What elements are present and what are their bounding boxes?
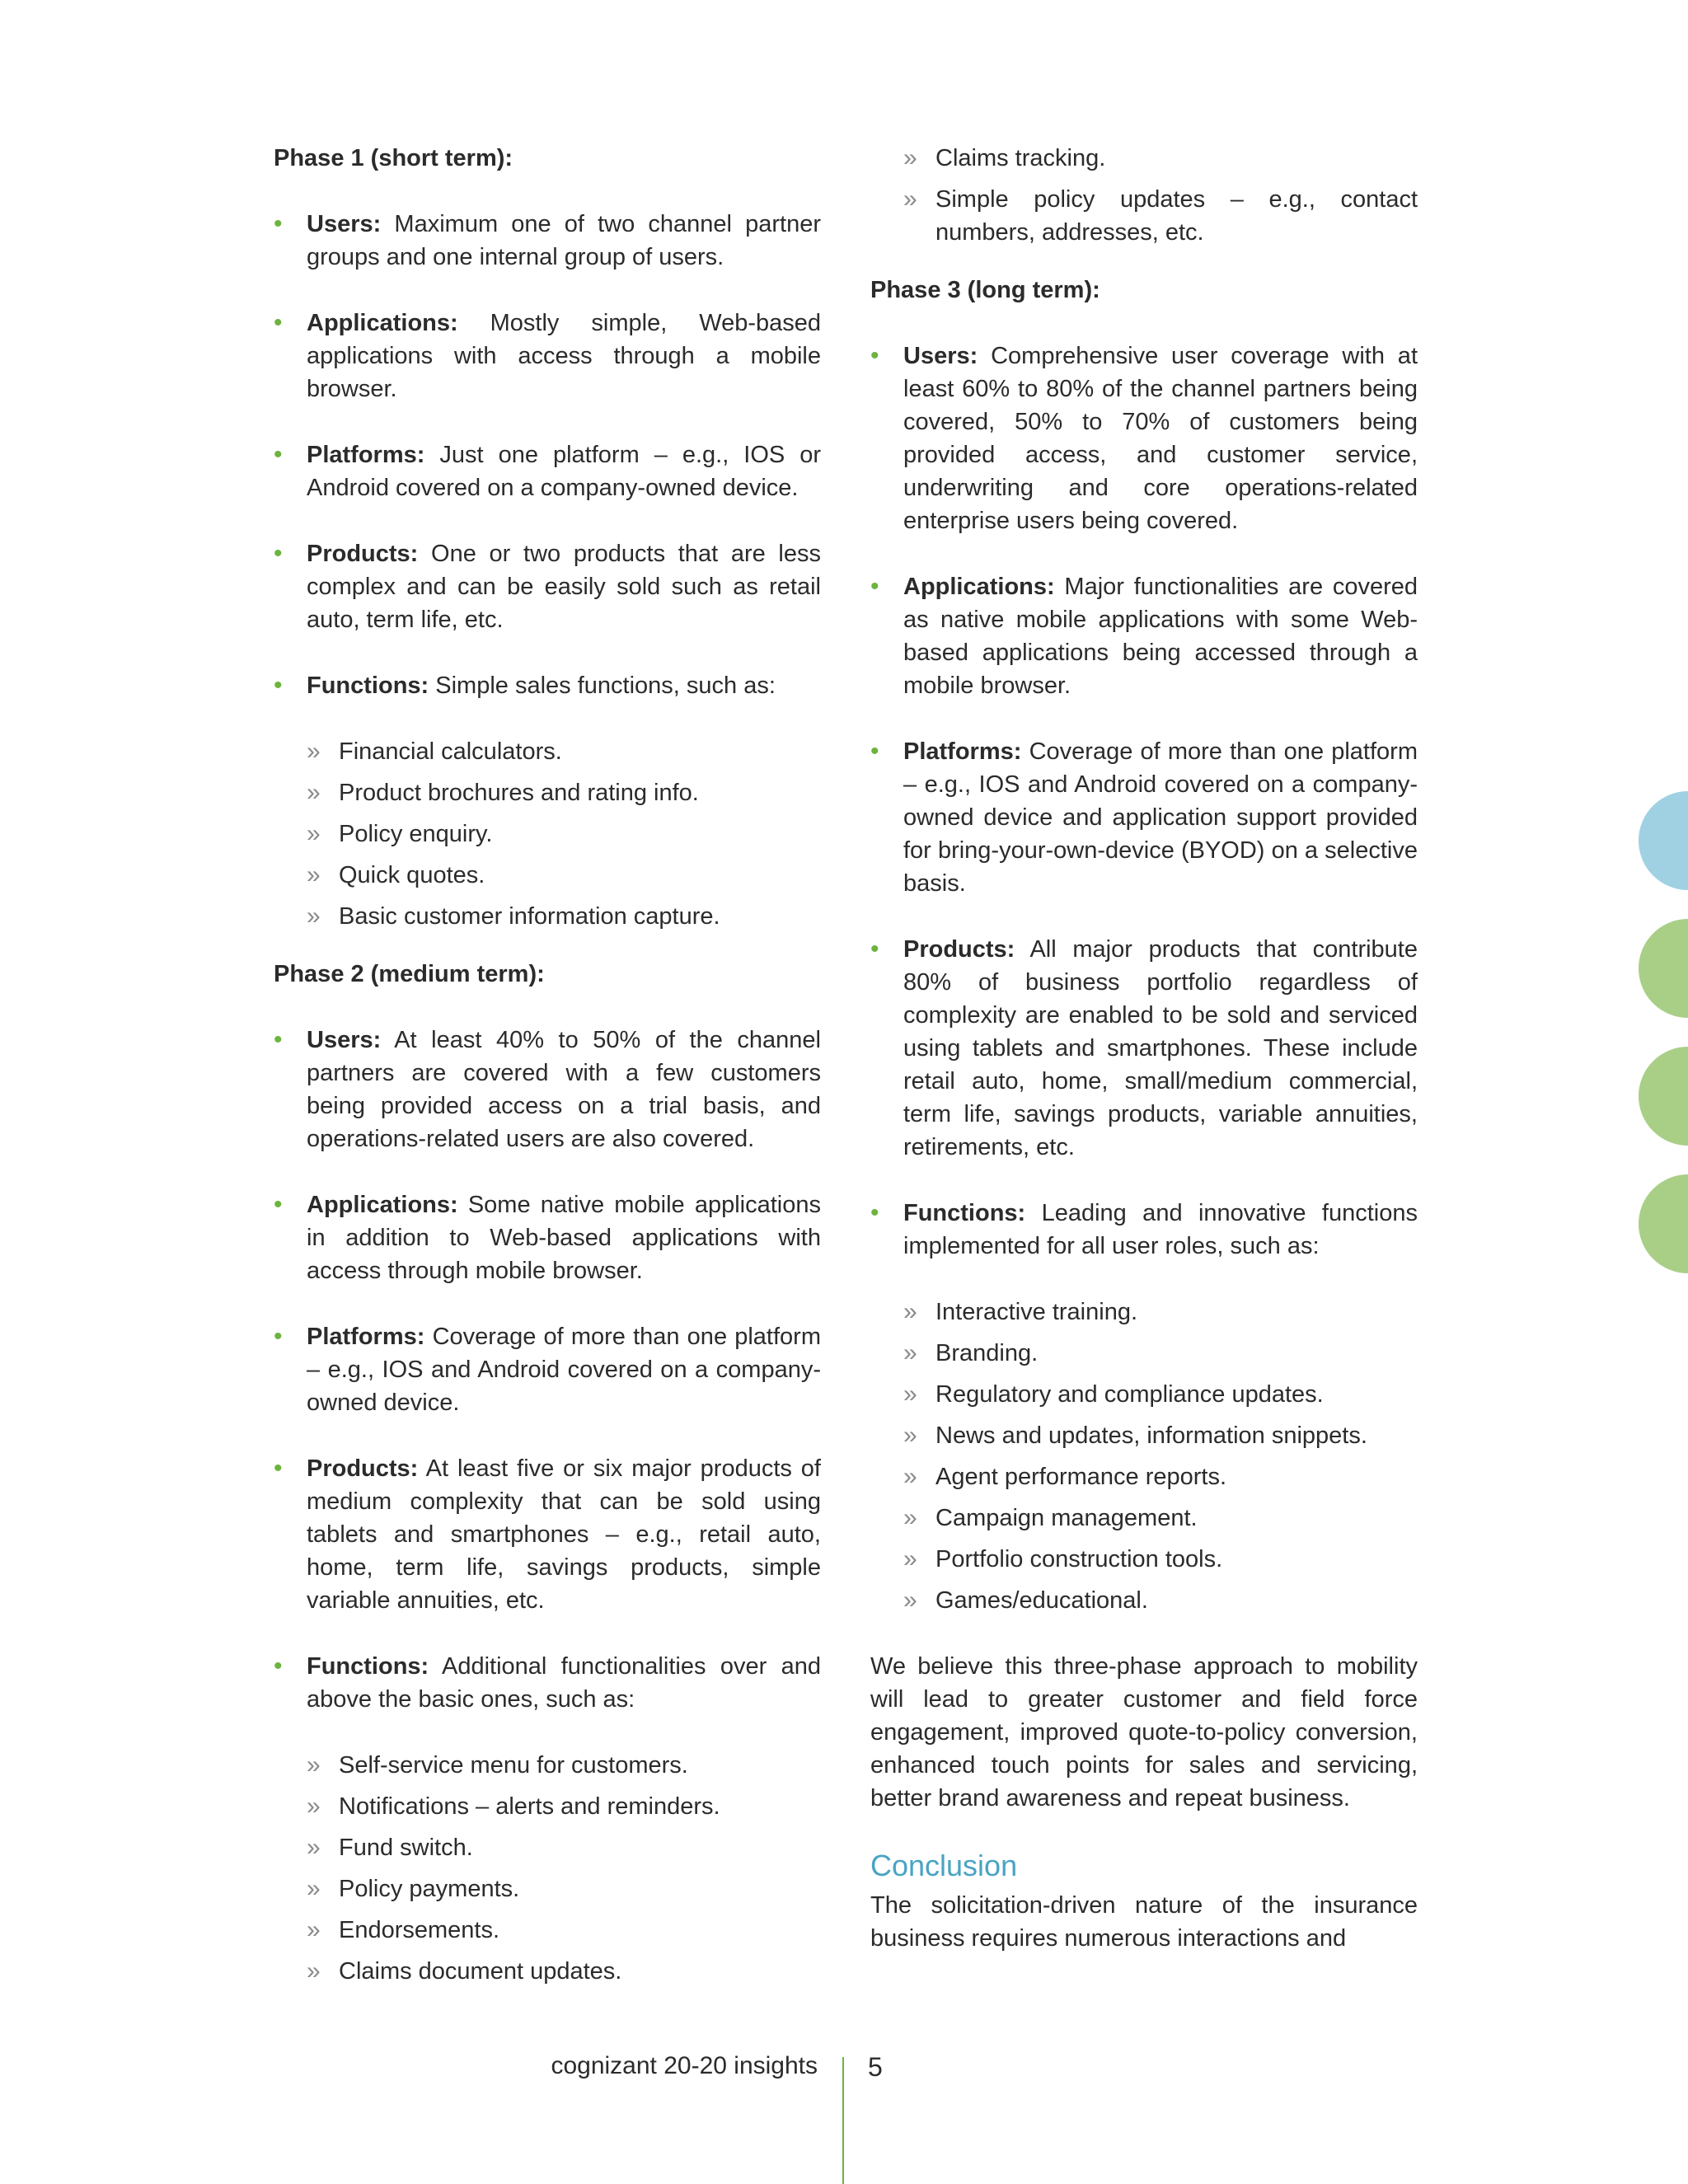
phase1-bullet-users: • Users: Maximum one of two channel partner groups and one internal group of users. — [274, 208, 821, 274]
conclusion-heading: Conclusion — [870, 1849, 1018, 1882]
phase2-bullet-products: • Products: At least five or six major products of medium complexity that can be sold using tablets and smartphones – e.g., retail auto, home, term life, savings products, simple variable annuities, etc. — [274, 1452, 821, 1617]
bullet-icon: • — [870, 935, 879, 963]
phase3-bullet-users: • Users: Comprehensive user coverage with at least 60% to 80% of the channel partners being covered, 50% to 70% of customers being provided access, and customer service, underwriting and core operations-related enterprise users being covered. — [870, 340, 1418, 537]
chevron-icon: » — [903, 185, 917, 213]
phase1-bullet-applications: • Applications: Mostly simple, Web-based applications with access through a mobile browser. — [274, 307, 821, 405]
phase1-bullet-platforms: • Platforms: Just one platform – e.g., IOS or Android covered on a company-owned device. — [274, 438, 821, 504]
phase2-subitem: » Claims tracking. — [870, 142, 1418, 183]
footer-divider — [842, 2057, 844, 2184]
phase3-subitem: » Regulatory and compliance updates. — [870, 1378, 1418, 1419]
bullet-icon: • — [274, 210, 283, 237]
bullet-icon: • — [274, 1455, 283, 1482]
chevron-icon: » — [307, 1793, 321, 1820]
chevron-icon: » — [903, 1463, 917, 1490]
chevron-icon: » — [307, 1834, 321, 1861]
footer-label: cognizant 20-20 insights — [551, 2052, 818, 2079]
bullet-icon: • — [274, 1026, 283, 1053]
decorative-circle-green — [1639, 1174, 1688, 1273]
phase3-subitem: » News and updates, information snippets. — [870, 1419, 1418, 1460]
phase1-bullet-products: • Products: One or two products that are less complex and can be easily sold such as retail auto, term life, etc. — [274, 537, 821, 636]
phase3-bullet-applications: • Applications: Major functionalities are covered as native mobile applications with some Web-based applications being accessed through a mobile browser. — [870, 570, 1418, 702]
chevron-icon: » — [903, 1339, 917, 1366]
phase3-subitem: » Campaign management. — [870, 1502, 1418, 1543]
phase1-subitem: » Product brochures and rating info. — [274, 776, 821, 818]
phase3-subitem: » Branding. — [870, 1337, 1418, 1378]
chevron-icon: » — [307, 902, 321, 930]
conclusion-text: The solicitation-driven nature of the insurance business requires numerous interactions and — [870, 1892, 1418, 1952]
phase2-bullet-applications: • Applications: Some native mobile applications in addition to Web-based applications with access through mobile browser. — [274, 1188, 821, 1287]
chevron-icon: » — [307, 738, 321, 765]
bullet-icon: • — [870, 1199, 879, 1226]
chevron-icon: » — [903, 1504, 917, 1531]
bullet-icon: • — [274, 309, 283, 336]
phase2-subitem: » Fund switch. — [274, 1831, 821, 1872]
chevron-icon: » — [307, 1916, 321, 1943]
decorative-circle-green — [1639, 1047, 1688, 1146]
bullet-icon: • — [274, 1652, 283, 1680]
phase2-bullet-platforms: • Platforms: Coverage of more than one platform – e.g., IOS and Android covered on a company-owned device. — [274, 1320, 821, 1419]
phase2-subitem: » Endorsements. — [274, 1914, 821, 1955]
phase2-subitem: » Simple policy updates – e.g., contact numbers, addresses, etc. — [870, 183, 1418, 249]
chevron-icon: » — [903, 1380, 917, 1408]
phase2-subitem: » Notifications – alerts and reminders. — [274, 1790, 821, 1831]
phase1-subitem: » Financial calculators. — [274, 735, 821, 776]
phase1-heading: Phase 1 (short term): — [274, 145, 513, 171]
chevron-icon: » — [903, 144, 917, 171]
chevron-icon: » — [903, 1298, 917, 1325]
left-column — [274, 142, 821, 1996]
phase3-heading: Phase 3 (long term): — [870, 277, 1100, 303]
chevron-icon: » — [307, 779, 321, 806]
phase2-subitem: » Claims document updates. — [274, 1955, 821, 1996]
bullet-icon: • — [274, 540, 283, 567]
phase3-bullet-products: • Products: All major products that contribute 80% of business portfolio regardless of complexity are enabled to be sold and serviced using tablets and smartphones. These include retail auto, home, small/medium commercial, term life, savings products, variable annuities, retirements, etc. — [870, 933, 1418, 1164]
chevron-icon: » — [307, 1957, 321, 1985]
bullet-icon: • — [274, 1191, 283, 1218]
phase1-bullet-functions: • Functions: Simple sales functions, such as: — [274, 669, 821, 702]
chevron-icon: » — [903, 1422, 917, 1449]
phase2-heading: Phase 2 (medium term): — [274, 961, 545, 987]
phase2-subitem: » Self-service menu for customers. — [274, 1749, 821, 1790]
phase3-subitem: » Portfolio construction tools. — [870, 1543, 1418, 1584]
page-number: 5 — [868, 2052, 883, 2082]
phase1-subitem: » Basic customer information capture. — [274, 900, 821, 941]
phase3-bullet-platforms: • Platforms: Coverage of more than one platform – e.g., IOS and Android covered on a company-owned device and application support provided for bring-your-own-device (BYOD) on a selective basis. — [870, 735, 1418, 900]
phase1-subitem: » Quick quotes. — [274, 859, 821, 900]
decorative-circle-blue — [1639, 791, 1688, 890]
phase3-subitem: » Games/educational. — [870, 1584, 1418, 1625]
bullet-icon: • — [870, 738, 879, 765]
phase3-subitem: » Interactive training. — [870, 1296, 1418, 1337]
bullet-icon: • — [274, 1323, 283, 1350]
phase3-bullet-functions: • Functions: Leading and innovative functions implemented for all user roles, such as: — [870, 1197, 1418, 1263]
chevron-icon: » — [903, 1586, 917, 1614]
right-column — [870, 142, 1418, 1955]
phase1-subitem: » Policy enquiry. — [274, 818, 821, 859]
bullet-icon: • — [870, 342, 879, 369]
phase2-bullet-users: • Users: At least 40% to 50% of the channel partners are covered with a few customers being provided access on a trial basis, and operations-related users are also covered. — [274, 1024, 821, 1155]
phase2-bullet-functions: • Functions: Additional functionalities over and above the basic ones, such as: — [274, 1650, 821, 1716]
bullet-icon: • — [274, 441, 283, 468]
chevron-icon: » — [307, 1875, 321, 1902]
chevron-icon: » — [307, 861, 321, 888]
decorative-circle-green — [1639, 919, 1688, 1018]
closing-paragraph: We believe this three-phase approach to mobility will lead to greater customer and field force engagement, improved quote-to-policy conversion, enhanced touch points for sales and servicing, better brand awareness and repeat business. — [870, 1653, 1418, 1811]
chevron-icon: » — [307, 820, 321, 847]
chevron-icon: » — [307, 1751, 321, 1779]
bullet-icon: • — [870, 573, 879, 600]
phase3-subitem: » Agent performance reports. — [870, 1460, 1418, 1502]
phase2-subitem: » Policy payments. — [274, 1872, 821, 1914]
chevron-icon: » — [903, 1545, 917, 1572]
bullet-icon: • — [274, 672, 283, 699]
